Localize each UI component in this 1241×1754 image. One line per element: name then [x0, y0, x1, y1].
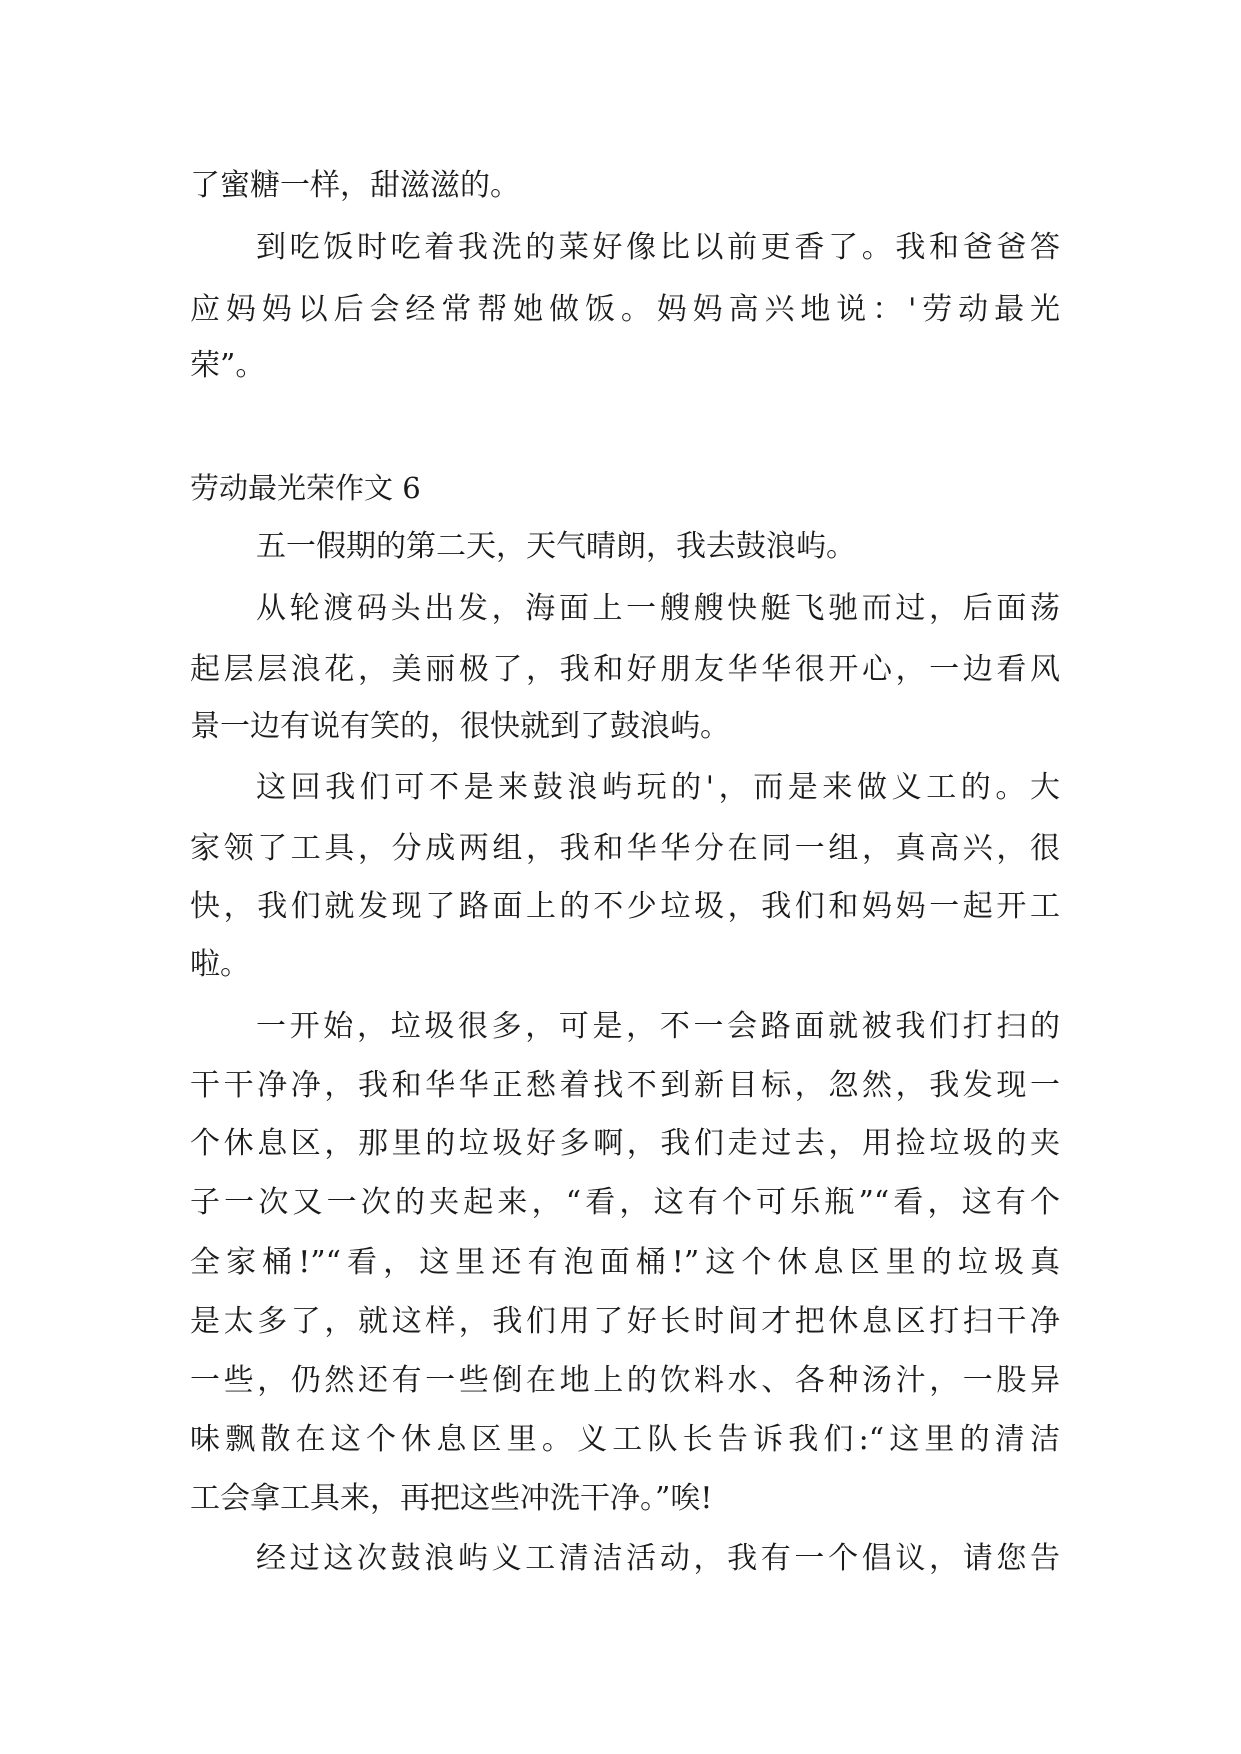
- paragraph-line: 快，我们就发现了路面上的不少垃圾，我们和妈妈一起开工: [190, 889, 1060, 924]
- paragraph-line: 起层层浪花，美丽极了，我和好朋友华华很开心，一边看风: [190, 652, 1060, 687]
- paragraph-line: 应妈妈以后会经常帮她做饭。妈妈高兴地说：'劳动最光: [190, 292, 1060, 327]
- paragraph-line: 了蜜糖一样，甜滋滋的。: [190, 168, 520, 203]
- paragraph-line: 全家桶!”“看，这里还有泡面桶!”这个休息区里的垃圾真: [190, 1245, 1060, 1280]
- paragraph-line: 景一边有说有笑的，很快就到了鼓浪屿。: [190, 709, 730, 744]
- paragraph-line: 味飘散在这个休息区里。义工队长告诉我们:“这里的清洁: [190, 1422, 1060, 1457]
- paragraph-line: 工会拿工具来，再把这些冲洗干净。”唉!: [190, 1481, 713, 1516]
- paragraph-line: 子一次又一次的夹起来，“看，这有个可乐瓶”“看，这有个: [190, 1185, 1060, 1220]
- paragraph-line: 到吃饭时吃着我洗的菜好像比以前更香了。我和爸爸答: [256, 230, 1060, 265]
- paragraph-line: 啦。: [190, 947, 250, 982]
- paragraph-line: 从轮渡码头出发，海面上一艘艘快艇飞驰而过，后面荡: [256, 591, 1060, 626]
- paragraph-line: 个休息区，那里的垃圾好多啊，我们走过去，用捡垃圾的夹: [190, 1126, 1060, 1161]
- paragraph-line: 五一假期的第二天，天气晴朗，我去鼓浪屿。: [256, 529, 856, 564]
- paragraph-line: 一开始，垃圾很多，可是，不一会路面就被我们打扫的: [256, 1009, 1060, 1044]
- paragraph-line: 一些，仍然还有一些倒在地上的饮料水、各种汤汁，一股异: [190, 1363, 1060, 1398]
- paragraph-line: 是太多了，就这样，我们用了好长时间才把休息区打扫干净: [190, 1304, 1060, 1339]
- paragraph-line: 荣”。: [190, 348, 266, 383]
- section-title: 劳动最光荣作文 6: [190, 471, 421, 505]
- paragraph-line: 这回我们可不是来鼓浪屿玩的'，而是来做义工的。大: [256, 770, 1060, 805]
- paragraph-line: 家领了工具，分成两组，我和华华分在同一组，真高兴，很: [190, 831, 1060, 866]
- paragraph-line: 干干净净，我和华华正愁着找不到新目标，忽然，我发现一: [190, 1068, 1060, 1103]
- paragraph-line: 经过这次鼓浪屿义工清洁活动，我有一个倡议，请您告: [256, 1541, 1060, 1576]
